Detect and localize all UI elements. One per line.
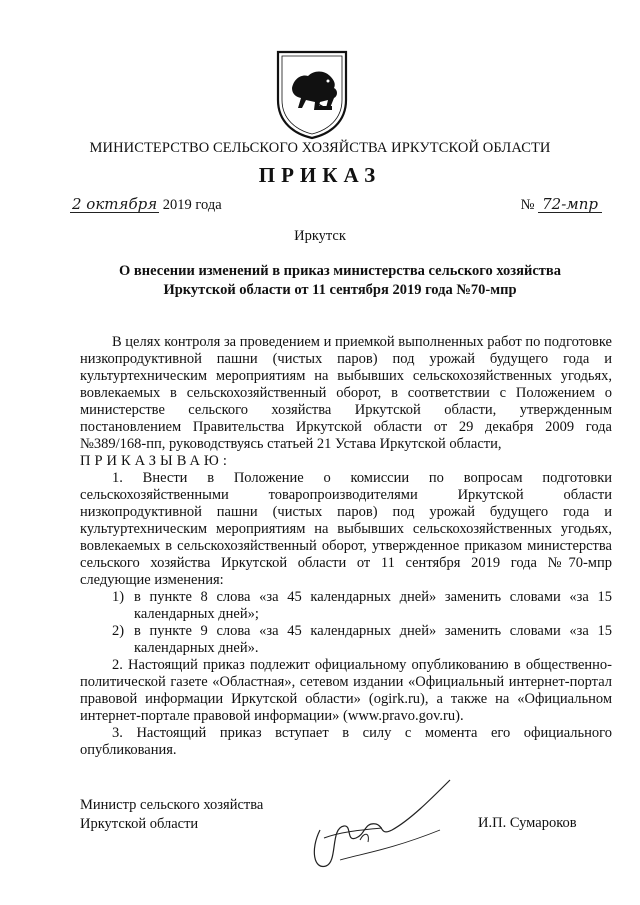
document-date [70, 196, 222, 214]
subitem-number: 1) [112, 589, 125, 605]
title-line-1: О внесении изменений в приказ министерства сельского хозяйства [119, 263, 561, 279]
document-number [521, 196, 602, 214]
position-line-2: Иркутской области [80, 816, 199, 832]
ministry-name: МИНИСТЕРСТВО СЕЛЬСКОГО ХОЗЯЙСТВА ИРКУТСКОЙ ОБЛАСТИ [89, 140, 551, 156]
subitem-number: 2) [112, 623, 125, 639]
item-3: 3. Настоящий приказ вступает в силу с момента его официального опубликования. [80, 725, 612, 758]
list-item [80, 589, 612, 623]
subitem-text: в пункте 8 слова «за 45 календарных дней» заменить словами «за 15 календарных дней»; [134, 589, 612, 622]
number-prefix: № [520, 197, 535, 213]
number-handwritten: 72-мпр [538, 196, 602, 213]
item-2: 2. Настоящий приказ подлежит официальному опубликованию в общественно-политической газете «Областная», сетевом издании «Официальный интернет-портал правовой информации Иркутской области» (ogirk.ru), а также на «Официальном интернет-портале правовой информации» (www.pravo.gov.ru). [80, 657, 612, 724]
subitem-list [80, 589, 612, 657]
document-body [80, 334, 612, 759]
preamble: В целях контроля за проведением и приемкой выполненных работ по подготовке низкопродуктивной пашни (чистых паров) под урожай будущего года и культуртехническим мероприятиям на выбывших сельскохозяйственных угодьях, вовлекаемых в сельскохозяйственный оборот, в соответствии с Положением о министерстве сельского хозяйства Иркутской области, утвержденным постановлением Правительства Иркутской области от 29 декабря 2009 года №389/168-пп, руководствуясь статьей 21 Устава Иркутской области, [80, 334, 612, 452]
position-line-1: Министр сельского хозяйства [80, 797, 264, 813]
item-1: 1. Внести в Положение о комиссии по вопросам подготовки сельскохозяйственными товаропроизводителями Иркутской области низкопродуктивной пашни (чистых паров) под урожай будущего года и культуртехническим мероприятиям на выбывших сельскохозяйственных угодьях, вовлекаемых в сельскохозяйственный оборот, утвержденное приказом министерства сельского хозяйства Иркутской области от 11 сентября 2019 года №70-мпр следующие изменения: [80, 470, 612, 588]
title-line-2: Иркутской области от 11 сентября 2019 года №70-мпр [163, 282, 517, 298]
list-item [80, 623, 612, 657]
handwritten-signature [300, 770, 470, 880]
subitem-text: в пункте 9 слова «за 45 календарных дней» заменить словами «за 15 календарных дней». [134, 623, 612, 656]
coat-of-arms-icon [272, 48, 352, 140]
document-title [70, 262, 610, 300]
date-suffix: 2019 года [162, 197, 222, 213]
document-type: ПРИКАЗ [258, 163, 382, 187]
signatory-name: И.П. Сумароков [478, 815, 577, 831]
city: Иркутск [294, 228, 346, 244]
order-word: ПРИКАЗЫВАЮ: [80, 453, 231, 469]
date-handwritten: 2 октября [72, 195, 158, 213]
signatory-position [80, 796, 263, 834]
